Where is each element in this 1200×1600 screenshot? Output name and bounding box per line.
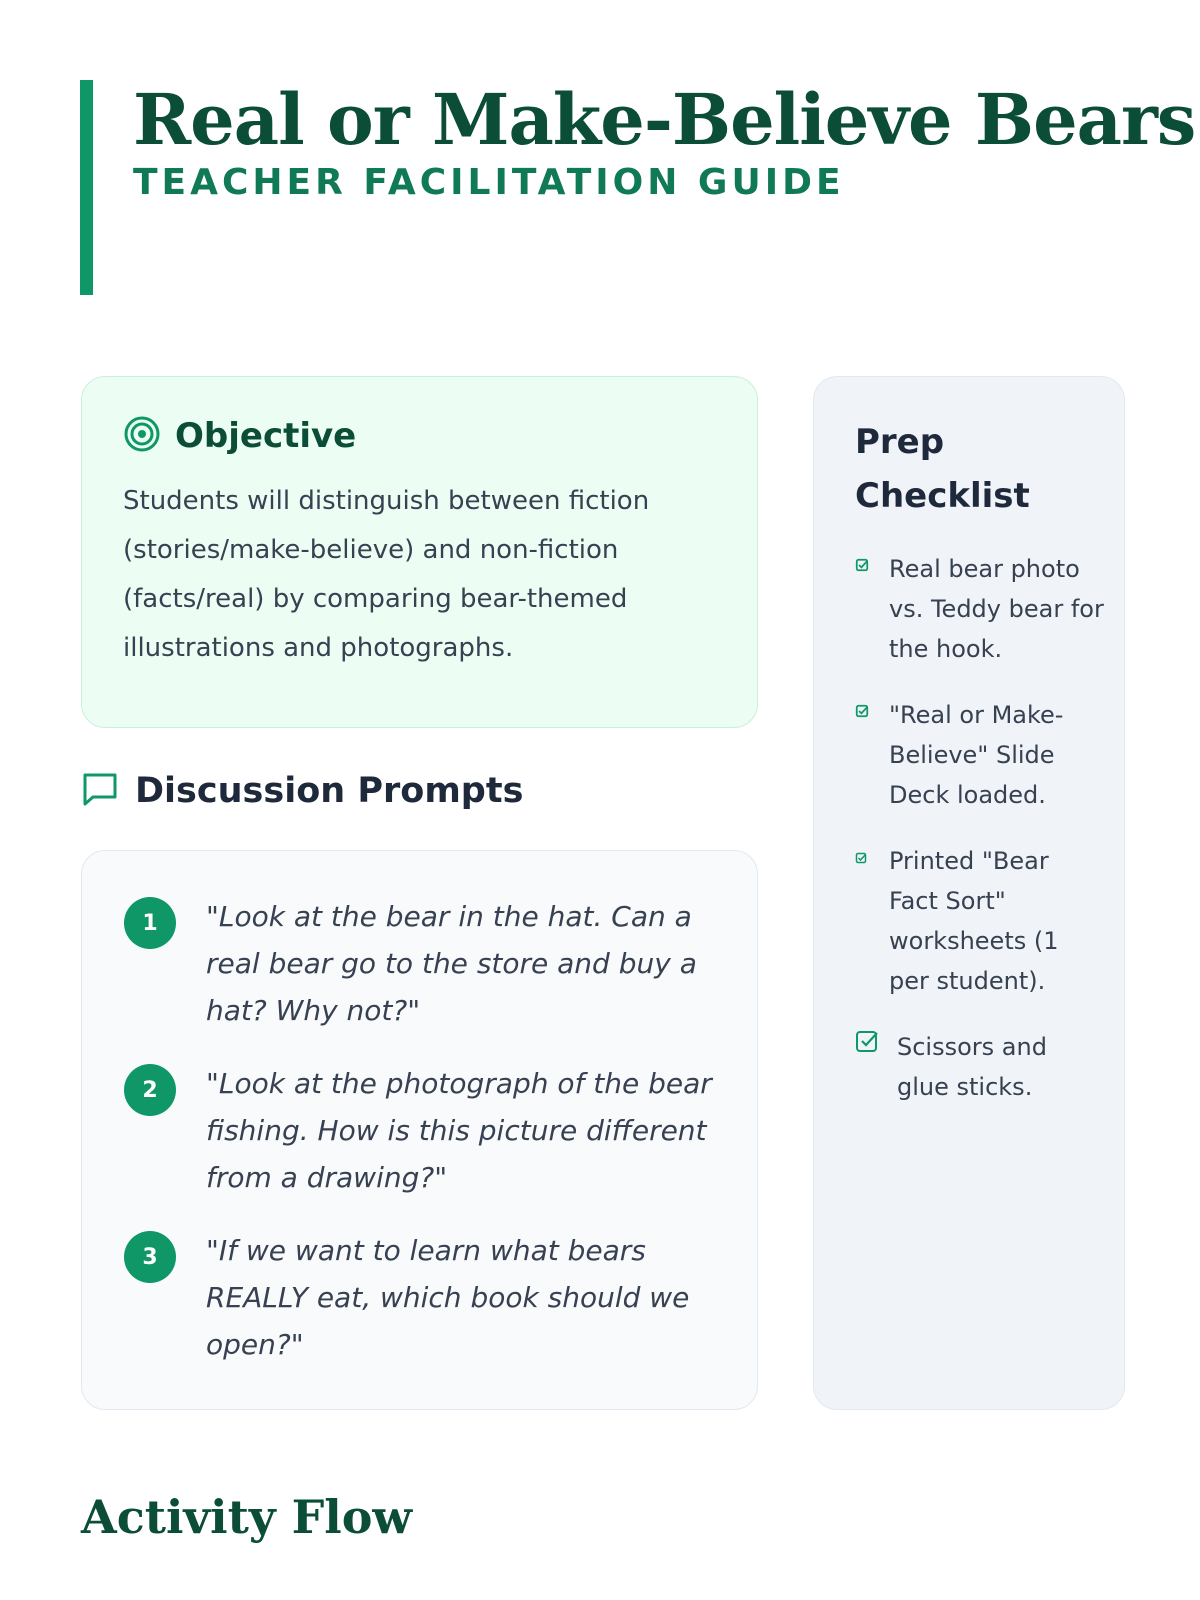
prompt-text: "If we want to learn what bears REALLY eat, which book should we open?" [206,1234,690,1361]
checkbox-checked-icon [855,1029,879,1107]
prompt-item [124,1227,717,1368]
checklist-item-text: Printed "Bear Fact Sort" worksheets (1 per student). [889,847,1059,995]
checklist-item [855,695,1104,815]
checkbox-checked-icon [855,557,871,669]
prompt-number-badge: 3 [124,1231,176,1283]
checklist-item-text: Real bear photo vs. Teddy bear for the hook. [889,555,1104,663]
prep-checklist-card [813,376,1125,1410]
prompt-text: "Look at the bear in the hat. Can a real bear go to the store and buy a hat? Why not?" [206,900,697,1027]
activity-flow-heading: Activity Flow [81,1490,413,1544]
checklist-item [855,549,1104,669]
prompt-text: "Look at the photograph of the bear fishing. How is this picture different from a drawing?" [206,1067,712,1194]
checklist-item [855,1027,1104,1107]
checkbox-checked-icon [855,703,871,815]
objective-title: Objective [175,416,357,456]
objective-card [81,376,758,728]
checklist-title: Prep Checklist [855,422,1030,516]
discussion-header [81,770,523,812]
discussion-prompts-card [81,850,758,1410]
prompt-item [124,1060,717,1201]
objective-header [123,415,717,457]
prompt-number-badge: 2 [124,1064,176,1116]
checklist-item-text: "Real or Make-Believe" Slide Deck loaded. [889,701,1064,809]
checklist-item [855,841,1104,1001]
page-header [80,80,1195,295]
checkbox-checked-icon [855,849,871,1001]
prompt-number-badge: 1 [124,897,176,949]
checklist-item-text: Scissors and glue sticks. [897,1033,1047,1101]
target-icon [123,415,161,457]
page-subtitle: TEACHER FACILITATION GUIDE [133,162,845,203]
prompt-item [124,893,717,1034]
discussion-title: Discussion Prompts [135,771,524,811]
objective-text: Students will distinguish between fiction (stories/make-believe) and non-fiction (facts/real) by comparing bear-themed illustrations and photographs. [123,486,650,663]
page-title: Real or Make-Believe Bears [133,78,1196,161]
speech-bubble-icon [81,770,119,812]
